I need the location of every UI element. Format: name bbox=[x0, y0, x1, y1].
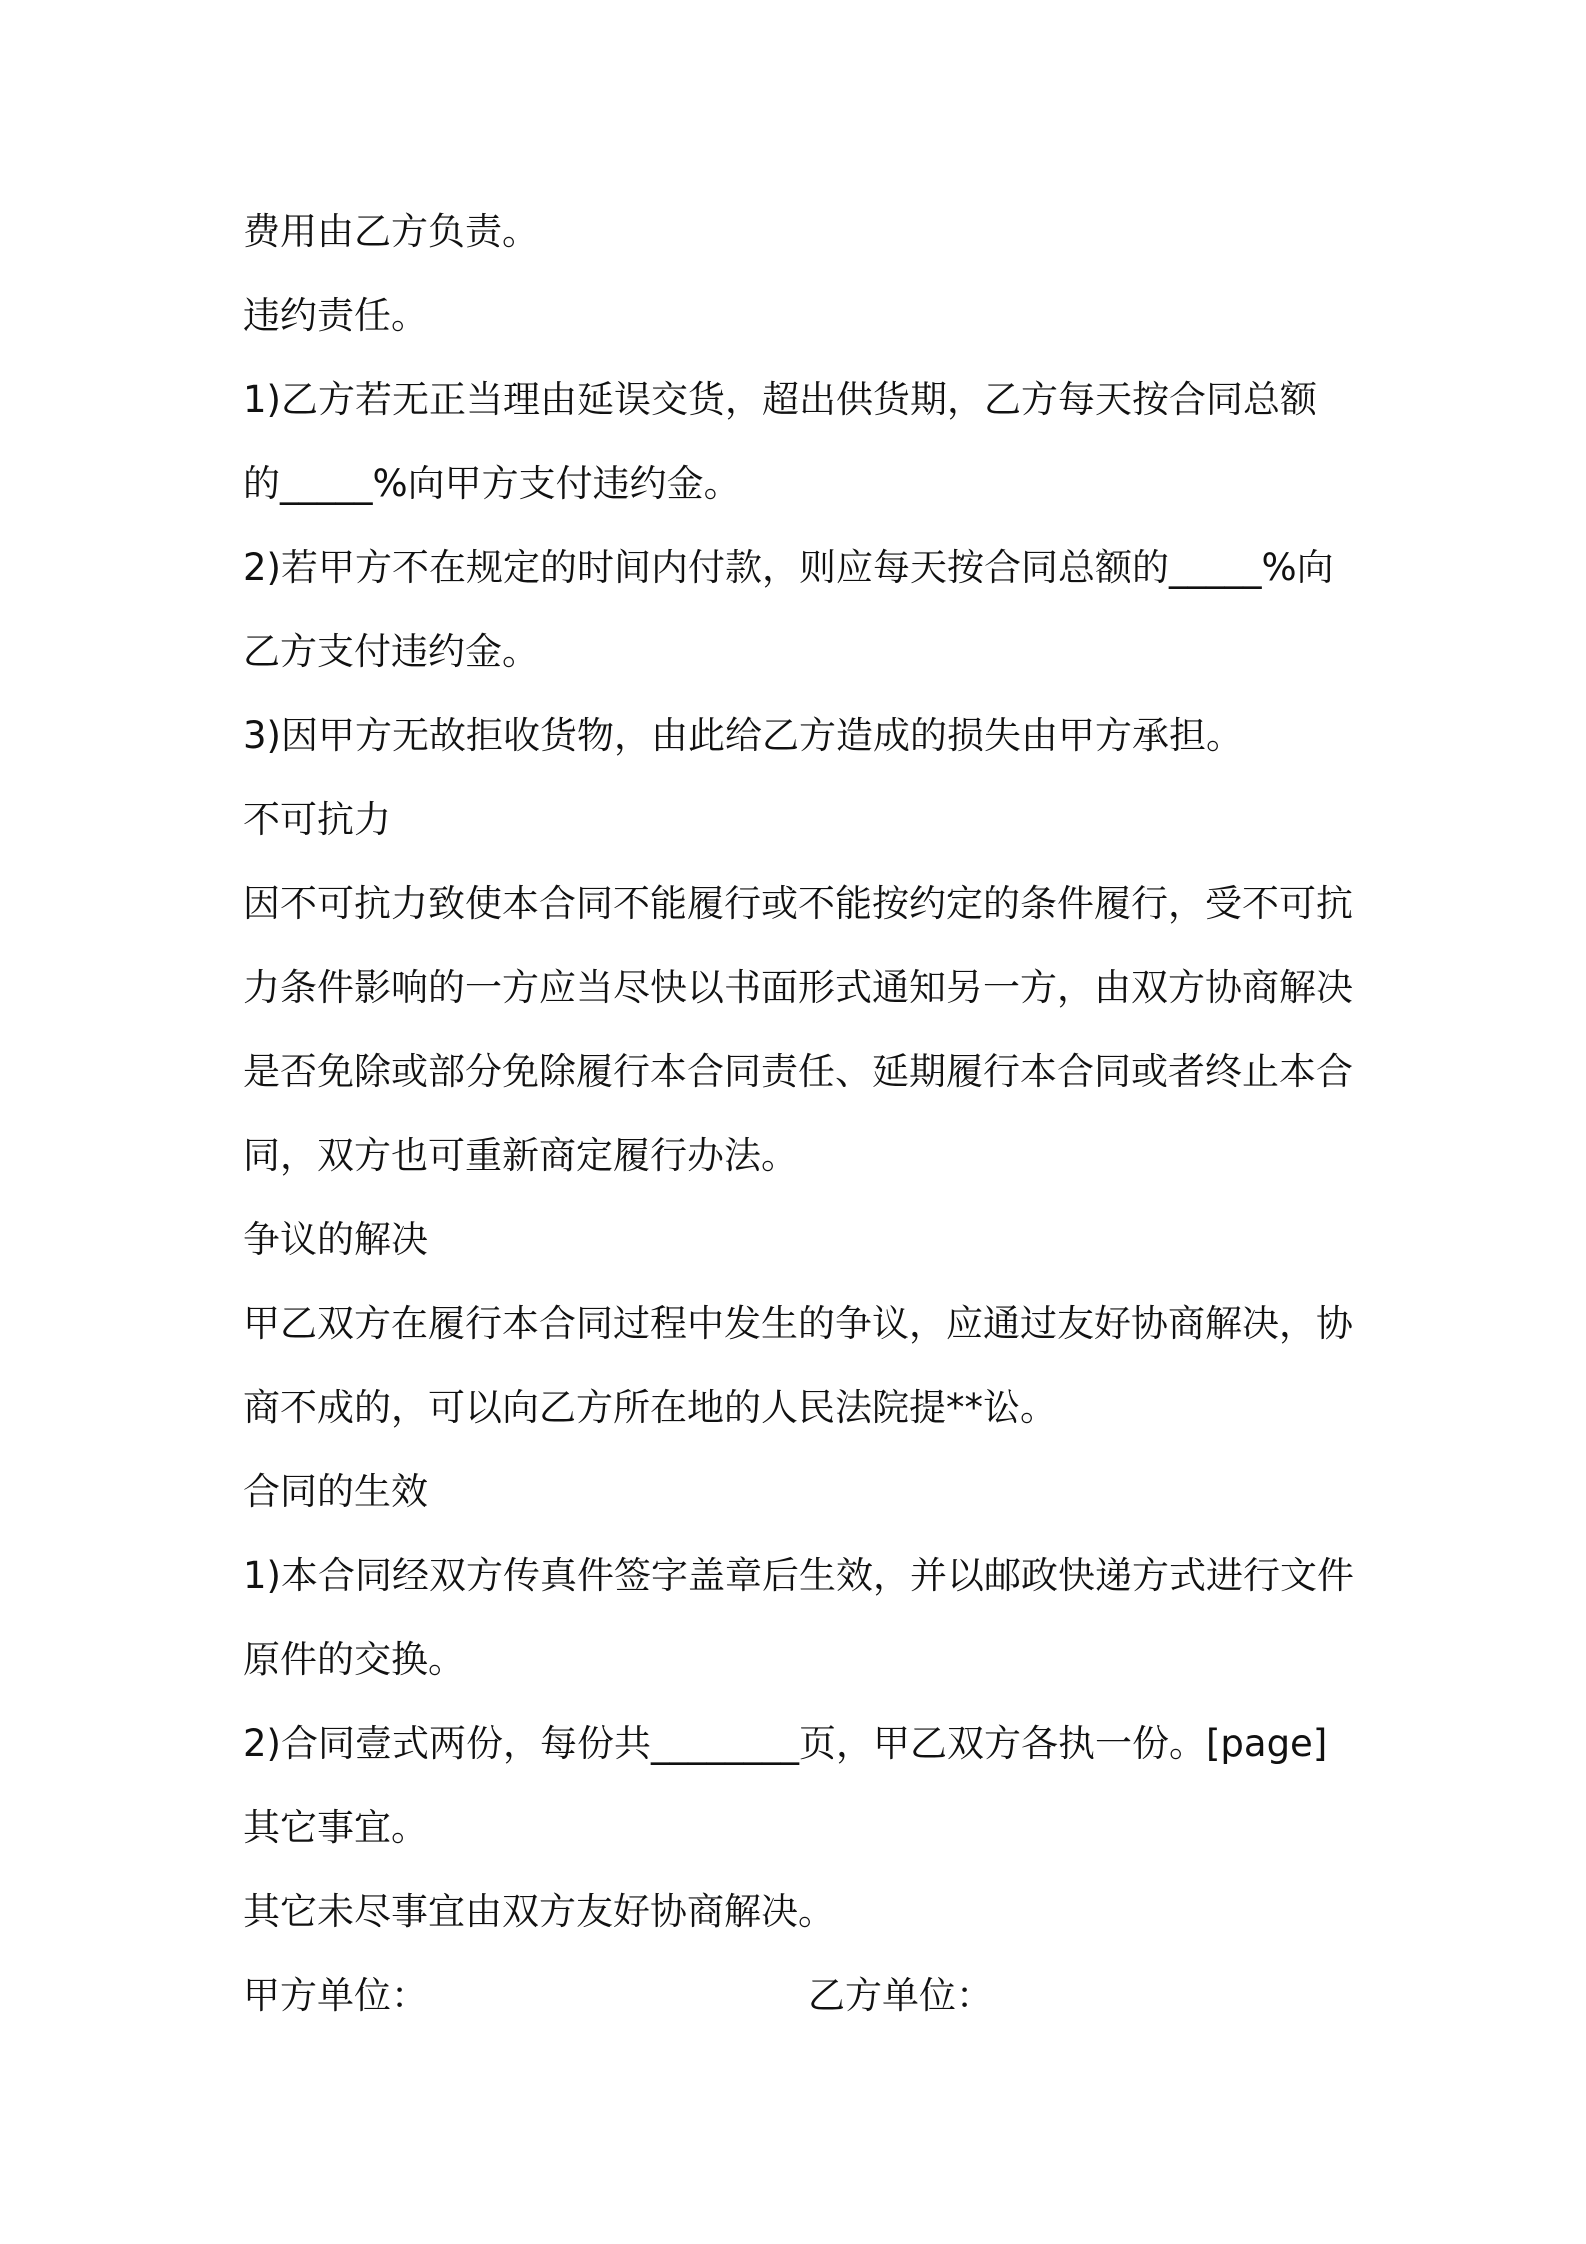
section-heading-force-majeure: 不可抗力 bbox=[243, 798, 391, 841]
text-line: 甲乙双方在履行本合同过程中发生的争议，应通过友好协商解决，协 bbox=[243, 1302, 1353, 1345]
text-line: 3)因甲方无故拒收货物，由此给乙方造成的损失由甲方承担。 bbox=[243, 714, 1243, 757]
section-heading-other-matters: 其它事宜。 bbox=[243, 1806, 428, 1849]
section-heading-disputes: 争议的解决 bbox=[243, 1218, 428, 1261]
text-line: 是否免除或部分免除履行本合同责任、延期履行本合同或者终止本合 bbox=[243, 1050, 1353, 1093]
text-line: 商不成的，可以向乙方所在地的人民法院提**讼。 bbox=[243, 1386, 1057, 1429]
section-heading-effectiveness: 合同的生效 bbox=[243, 1470, 428, 1513]
text-line: 1)本合同经双方传真件签字盖章后生效，并以邮政快递方式进行文件 bbox=[243, 1554, 1354, 1597]
text-line: 2)若甲方不在规定的时间内付款，则应每天按合同总额的_____%向 bbox=[243, 546, 1334, 589]
text-line: 2)合同壹式两份，每份共________页，甲乙双方各执一份。[page] bbox=[243, 1722, 1328, 1765]
signature-row bbox=[243, 1954, 1363, 2038]
text-line: 其它未尽事宜由双方友好协商解决。 bbox=[243, 1890, 835, 1933]
text-line: 力条件影响的一方应当尽快以书面形式通知另一方，由双方协商解决 bbox=[243, 966, 1353, 1009]
text-line: 原件的交换。 bbox=[243, 1638, 465, 1681]
text-line: 1)乙方若无正当理由延误交货，超出供货期，乙方每天按合同总额 bbox=[243, 378, 1317, 421]
text-line: 同，双方也可重新商定履行办法。 bbox=[243, 1134, 798, 1177]
section-heading-breach: 违约责任。 bbox=[243, 294, 428, 337]
text-line: 的_____%向甲方支付违约金。 bbox=[243, 462, 741, 505]
party-a-label: 甲方单位： bbox=[243, 1974, 428, 2017]
text-line: 因不可抗力致使本合同不能履行或不能按约定的条件履行，受不可抗 bbox=[243, 882, 1353, 925]
document-body bbox=[243, 190, 1363, 2038]
text-line: 费用由乙方负责。 bbox=[243, 210, 539, 253]
text-line: 乙方支付违约金。 bbox=[243, 630, 539, 673]
party-b-label: 乙方单位： bbox=[808, 1974, 993, 2017]
